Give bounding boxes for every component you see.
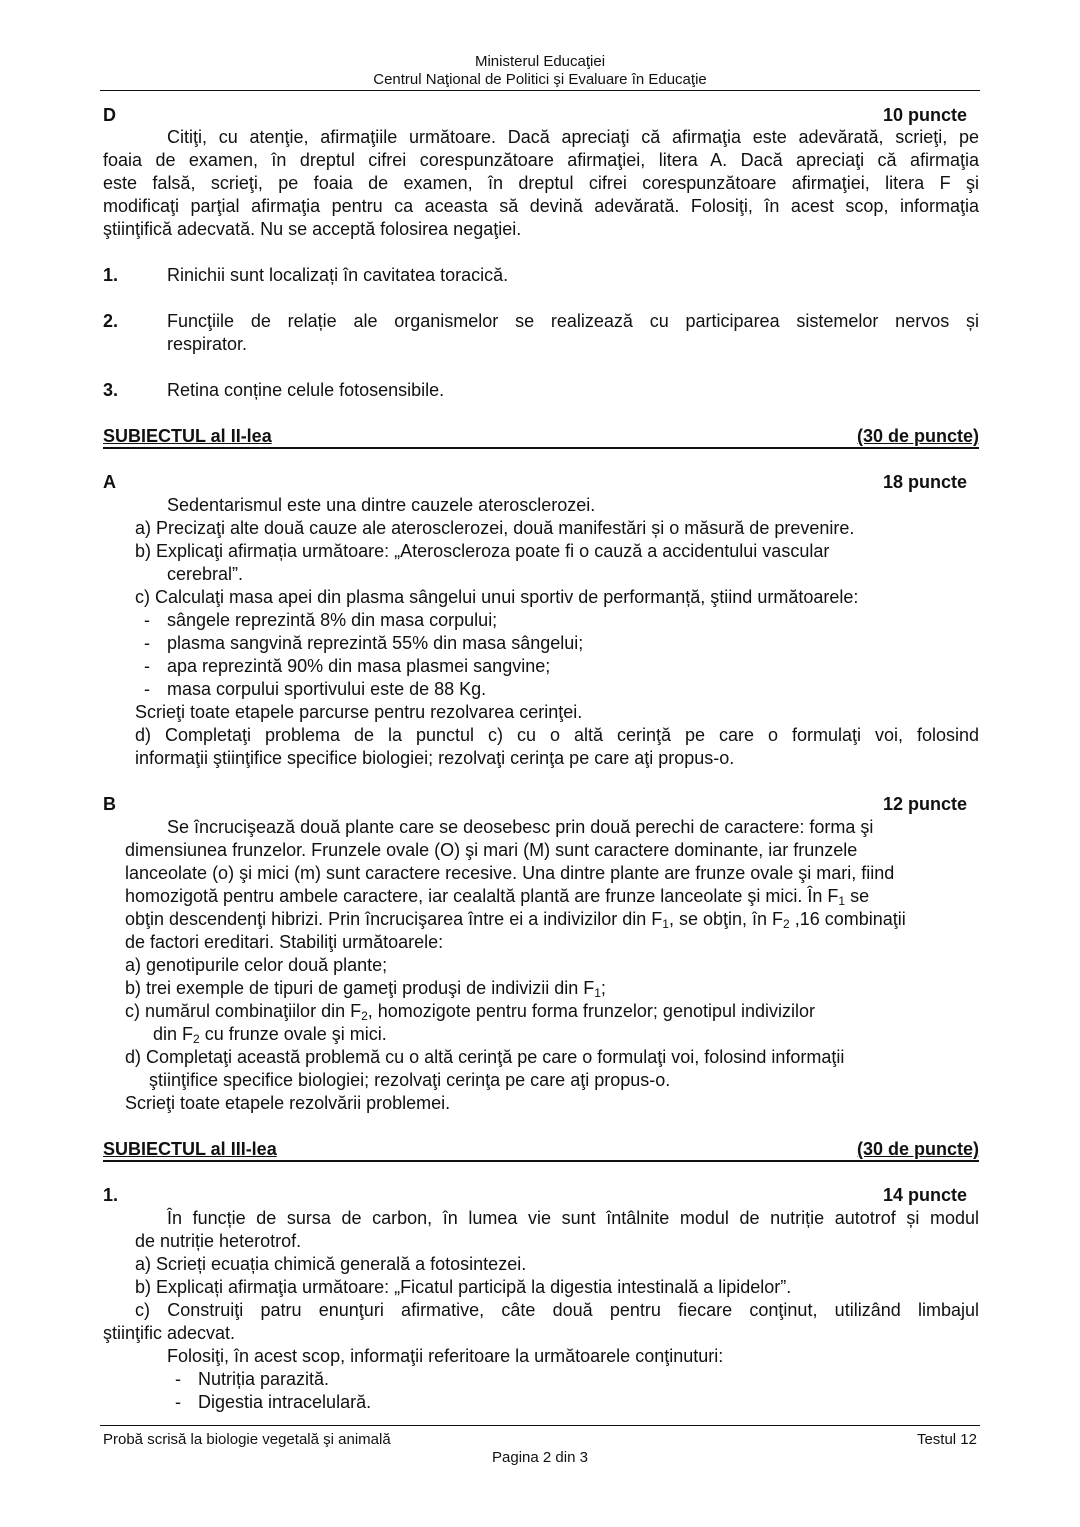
part-b-question-d-1: d) Completaţi această problemă cu o altă cerinţă pe care o formulaţi voi, folosind informaţii xyxy=(125,1047,845,1067)
part-a-steps: Scrieţi toate etapele parcurse pentru rezolvarea cerinţei. xyxy=(135,702,583,722)
statement-3 xyxy=(103,379,979,402)
question-1-c-1: c) Construiţi patru enunţuri afirmative, câte două pentru fiecare conţinut, utilizând limbajul xyxy=(135,1300,979,1320)
statement-1 xyxy=(103,264,979,287)
part-b-question-c-2: din $F_2$ cu frunze ovale şi mici. xyxy=(153,1024,387,1046)
part-a-question-c: c) Calculaţi masa apei din plasma sângelui unui sportiv de performanță, ştiind următoarele: xyxy=(135,587,859,607)
part-a-question-d-2: informaţii ştiinţifice specifice biologiei; rezolvaţi cerinţa pe care aţi propus-o. xyxy=(135,748,735,768)
part-a-points: 18 puncte xyxy=(882,472,967,492)
section-d-intro-2: foaia de examen, în dreptul cifrei corespunzătoare afirmaţiei, litera A. Dacă apreciaţi că afirmaţia xyxy=(103,150,979,170)
data-item-text: plasma sangvină reprezintă 55% din masa sângelui; xyxy=(167,633,584,653)
part-b-question-d-2: ştiinţifice specifice biologiei; rezolvaţi cerinţa pe care aţi propus-o. xyxy=(149,1070,671,1090)
part-b-question-c-1: c) numărul combinaţiilor din $F_2$, homozigote pentru forma frunzelor; genotipul indivizilor xyxy=(125,1001,816,1023)
footer-exam-title: Probă scrisă la biologie vegetală şi animală xyxy=(103,1431,391,1448)
data-item-text: sângele reprezintă 8% din masa corpului; xyxy=(167,610,498,630)
statement-2-text-1: Funcţiile de relație ale organismelor se realizează cu participarea sistemelor nervos și xyxy=(167,311,979,331)
section-d-points: 10 puncte xyxy=(882,105,967,125)
header-center: Centrul Naţional de Politici şi Evaluare în Educaţie xyxy=(373,71,707,88)
part-b-question-b: b) trei exemple de tipuri de gameţi produşi de indivizii din $F_1$; xyxy=(125,978,606,1000)
section-d-intro-4: modificaţi parţial afirmaţia pentru ca aceasta să devină adevărată. Folosiţi, în acest scop, informaţia xyxy=(103,196,979,216)
part-a-question-b-2: cerebral”. xyxy=(167,564,244,584)
part-b-text-3: lanceolate (o) şi mici (m) sunt caractere recesive. Una dintre plante are frunze ovale şi mari, fiind xyxy=(125,863,895,883)
footer-test-number: Testul 12 xyxy=(916,1431,977,1448)
part-b-question-a: a) genotipurile celor două plante; xyxy=(125,955,388,975)
footer-page-number: Pagina 2 din 3 xyxy=(492,1449,588,1466)
section-d-intro-5: ştiinţifică adecvată. Nu se acceptă folosirea negaţiei. xyxy=(103,219,522,239)
part-b-text-2: dimensiunea frunzelor. Frunzele ovale (O) şi mari (M) sunt caractere dominante, iar frunzele xyxy=(125,840,858,860)
data-item-4: - masa corpului sportivului este de 88 Kg. xyxy=(144,679,487,699)
content-item-text: Nutriția parazită. xyxy=(198,1369,330,1389)
section-d-intro-1: Citiţi, cu atenţie, afirmaţiile următoare. Dacă apreciaţi că afirmaţia este adevărată, scrieţi, pe xyxy=(167,127,979,147)
question-1-label: 1. xyxy=(103,1185,119,1205)
part-a-question-b-1: b) Explicaţi afirmația următoare: „Ateroscleroza poate fi o cauză a accidentului vascular xyxy=(135,541,830,561)
part-b-text-5: obţin descendenţi hibrizi. Prin încrucişarea între ei a indivizilor din $F_1$, se obţin, în $F_2$ ,16 combinaţii xyxy=(125,909,906,931)
data-item-2: - plasma sangvină reprezintă 55% din masa sângelui; xyxy=(144,633,584,653)
part-a-question-a: a) Precizaţi alte două cauze ale aterosclerozei, două manifestări și o măsură de prevenire. xyxy=(135,518,855,538)
footer-divider xyxy=(100,1425,980,1426)
statement-number: 3. xyxy=(103,380,119,400)
statement-text: Retina conține celule fotosensibile. xyxy=(167,380,445,400)
statement-text: Rinichii sunt localizați în cavitatea toracică. xyxy=(167,265,509,285)
subject-3-points: (30 de puncte) xyxy=(856,1139,979,1159)
content-item-text: Digestia intracelulară. xyxy=(198,1392,372,1412)
part-b-steps: Scrieţi toate etapele rezolvării problemei. xyxy=(125,1093,451,1113)
content-item-1: - Nutriția parazită. xyxy=(175,1369,330,1389)
subject-2-points: (30 de puncte) xyxy=(856,426,979,446)
data-item-text: masa corpului sportivului este de 88 Kg. xyxy=(167,679,487,699)
subject-2-heading xyxy=(103,425,979,449)
question-1-b: b) Explicați afirmaţia următoare: „Ficatul participă la digestia intestinală a lipidelor”. xyxy=(135,1277,792,1297)
part-a-intro: Sedentarismul este una dintre cauzele aterosclerozei. xyxy=(167,495,596,515)
question-1-use: Folosiţi, în acest scop, informaţii referitoare la următoarele conţinuturi: xyxy=(167,1346,724,1366)
question-1-c-2: ştiinţific adecvat. xyxy=(103,1323,236,1343)
part-a-question-d-1: d) Completaţi problema de la punctul c) cu o altă cerinţă pe care o formulaţi voi, folosind xyxy=(135,725,979,745)
part-a-label: A xyxy=(103,472,116,492)
section-d-intro-3: este falsă, scrieţi, pe foaia de examen, în dreptul cifrei corespunzătoare afirmaţiei, litera F şi xyxy=(103,173,979,193)
subject-3-title: SUBIECTUL al III-lea xyxy=(103,1139,277,1159)
header-ministry: Ministerul Educaţiei xyxy=(474,53,606,70)
subject-3-heading xyxy=(103,1138,979,1162)
statement-2-number: 2. xyxy=(103,311,119,331)
part-b-points: 12 puncte xyxy=(882,794,967,814)
part-b-text-1: Se încrucişează două plante care se deosebesc prin două perechi de caractere: forma şi xyxy=(167,817,874,837)
statement-2-text-2: respirator. xyxy=(167,334,248,354)
data-item-3: - apa reprezintă 90% din masa plasmei sangvine; xyxy=(144,656,551,676)
question-1-intro-2: de nutriție heterotrof. xyxy=(135,1231,302,1251)
part-b-text-6: de factori ereditari. Stabiliţi următoarele: xyxy=(125,932,444,952)
section-d-label: D xyxy=(103,105,116,125)
question-1-points: 14 puncte xyxy=(882,1185,967,1205)
subject-2-title: SUBIECTUL al II-lea xyxy=(103,426,272,446)
content-item-2: - Digestia intracelulară. xyxy=(175,1392,372,1412)
question-1-intro-1: În funcție de sursa de carbon, în lumea vie sunt întâlnite modul de nutriție autotrof și modul xyxy=(167,1208,979,1228)
data-item-1: - sângele reprezintă 8% din masa corpului; xyxy=(144,610,498,630)
data-item-text: apa reprezintă 90% din masa plasmei sangvine; xyxy=(167,656,551,676)
statement-number: 1. xyxy=(103,265,119,285)
question-1-a: a) Scrieți ecuația chimică generală a fotosintezei. xyxy=(135,1254,527,1274)
part-b-text-4: homozigotă pentru ambele caractere, iar cealaltă plantă are frunze lanceolate şi mici. În $F_1$ se xyxy=(125,886,870,908)
part-b-label: B xyxy=(103,794,116,814)
header-divider xyxy=(100,90,980,91)
